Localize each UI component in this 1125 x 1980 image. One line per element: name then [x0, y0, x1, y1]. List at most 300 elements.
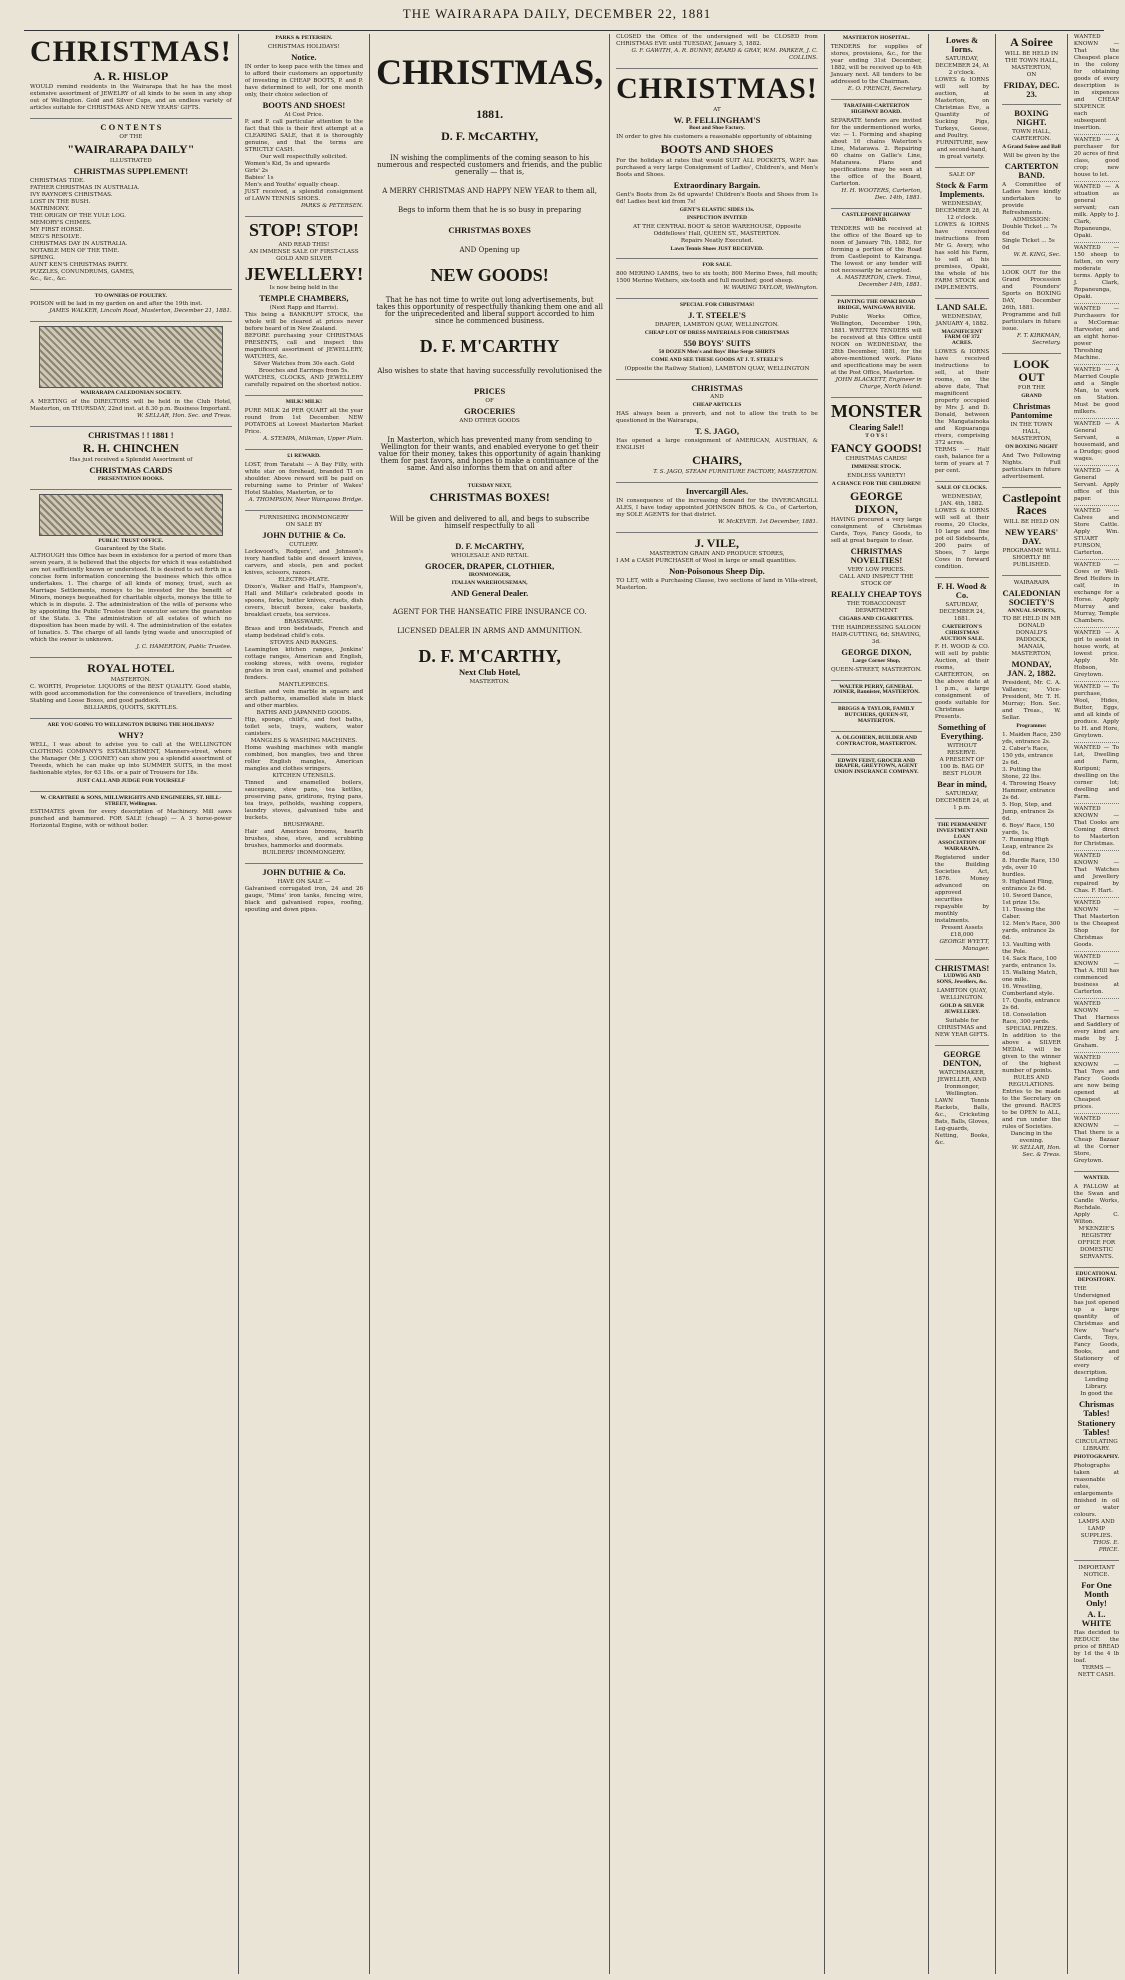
dixon-name: GEORGE DIXON,: [850, 489, 903, 516]
grand-soiree: A Grand Soiree and Ball: [1002, 144, 1061, 151]
wanted-item: WANTED KNOWN — That Masterton is the Cheapest Shop for Christmas Goods.: [1073, 900, 1120, 948]
clocks-body: LOWES & IORNS will sell at their rooms, 20 Clocks, 10 large and fine pot oil Sideboards, 200 pairs of Shoes, 7 large Cows in forward condition.: [934, 508, 990, 571]
wanted-item: WANTED — A situation as general servant; can milk. Apply to J. Clark, Ropaneunga, Opaki.: [1073, 184, 1120, 239]
come-see: COME AND SEE THESE GOODS AT J. T. STEELE'S: [651, 356, 783, 363]
mccarthy-name-3: D. F. McCARTHY,: [455, 540, 524, 551]
woods-date: SATURDAY, DECEMBER 24, 1881.: [939, 601, 985, 622]
ales-title: Invercargill Ales.: [685, 485, 749, 496]
list-item: &c., &c., &c.: [30, 275, 67, 282]
king-signature: W. R. KING, Sec.: [1013, 251, 1061, 258]
list-item: LOST IN THE BUSH.: [30, 198, 91, 205]
stoves-body: Leamington kitchen ranges, Jenkins' cottage ranges, American and English, cooking stoves, with ovens, register grates in iron cast, enamel and polished fenders.: [244, 647, 364, 682]
important-notice: IMPORTANT NOTICE.: [1078, 1565, 1115, 1579]
of: OF: [485, 397, 494, 404]
gifts-line: Suitable for CHRISTMAS and NEW YEAR GIFTS.: [935, 1017, 990, 1038]
fancy-title: FANCY GOODS!: [830, 440, 922, 455]
list-item: Women's Kid, 5s and upwards: [244, 160, 330, 167]
list-item: 13. Vaulting with the Pole.: [1002, 942, 1051, 956]
jago-body-2: Has opened a large consignment of AMERICAN, AUSTRIAN, & ENGLISH: [616, 438, 818, 452]
caledonian-title: WAIRARAPA CALEDONIAN SOCIETY.: [80, 390, 182, 397]
investment-signature: GEORGE WYETT, Manager.: [939, 938, 990, 952]
chinchen-name: R. H. CHINCHEN: [82, 441, 179, 456]
list-item: IVY RAYNOR'S CHRISTMAS.: [30, 191, 113, 198]
sports-date: MONDAY, JAN. 2, 1882.: [1007, 659, 1056, 679]
cutlery-title: CUTLERY.: [289, 542, 319, 549]
jago-signature: T. S. JAGO, STEAM FURNITURE FACTORY, MASTERTON.: [653, 468, 818, 475]
wanted-item: WANTED KNOWN — That Toys and Fancy Goods are now being opened at Cheapest prices.: [1073, 1055, 1120, 1110]
notice-title: Notice.: [291, 51, 317, 62]
supplement-title: CHRISTMAS SUPPLEMENT!: [73, 165, 189, 176]
cards-title: CHRISTMAS CARDS!: [845, 456, 908, 463]
procession-notice: LOOK OUT for the Grand Procession and Founders' Sports on BOXING DAY, December 26th, 1881.: [1002, 269, 1061, 311]
programme-notice: PROGRAMME WILL SHORTLY BE PUBLISHED.: [1002, 547, 1061, 568]
hislop-name: A. R. HISLOP: [93, 68, 169, 83]
price-signature: THOS. E. PRICE.: [1092, 1540, 1120, 1554]
ludwig-address: LAMBTON QUAY, WELLINGTON.: [936, 988, 988, 1002]
carterton-hall: TOWN HALL, CARTERTON.: [1012, 129, 1051, 143]
special-prizes: SPECIAL PRIZES.: [1005, 1026, 1058, 1033]
column-1: [24, 34, 238, 1974]
list-item: 4. Throwing Heavy Hammer, entrance 2s 6d.: [1002, 781, 1057, 802]
list-item: 7. Running High Leap, entrance 2s 6d.: [1002, 837, 1054, 858]
lowes-title: Lowes & Iorns.: [945, 35, 979, 54]
gold-silver: GOLD & SILVER JEWELLERY.: [939, 1003, 985, 1016]
brush-title: BRUSHWARE.: [283, 822, 325, 829]
boxes-title: CHRISTMAS BOXES: [448, 224, 531, 235]
duthie-name: JOHN DUTHIE & Co.: [262, 530, 346, 541]
list-item: MATRIMONY.: [30, 205, 70, 212]
and-opening: AND Opening up: [459, 245, 520, 254]
reward-title: £1 REWARD.: [287, 453, 321, 460]
list-item: THE ORIGIN OF THE YULE LOG.: [30, 212, 126, 219]
and-general: AND General Dealer.: [450, 587, 529, 598]
poultry-signature: JAMES WALKER, Lincoln Road, Masterton, December 21, 1881.: [49, 308, 232, 315]
received-body: JUST received, a splendid consignment of LAWN TENNIS SHOES.: [244, 188, 364, 202]
mccarthy-name: D. F. McCARTHY,: [441, 129, 539, 144]
lowes-body: LOWES & IORNS will sell by auction, at Masterton, on Christmas Eve, a Quantity of Sucking Pigs, Turkeys, Geese, and Poultry.: [934, 76, 990, 139]
warehouse: AT THE CENTRAL BOOT & SHOE WAREHOUSE, Opposite Oddfellows' Hall, QUEEN ST., MASTERTON.: [632, 223, 802, 237]
denton-sub: WATCHMAKER, JEWELLER, AND Ironmonger, Wellington.: [937, 1069, 987, 1097]
list-item: Babies' 1s: [244, 174, 274, 181]
body-5: In Masterton, which has prevented many from sending to Wellington for their wants, and enabled everyone to get their value for their money, takes this opportunity of again thanking them for past favors, and hopes to make a continuance of the same. And also informs them that on and after: [378, 435, 601, 472]
registry: M'KENZIE'S REGISTRY OFFICE FOR DOMESTIC SERVANTS.: [1077, 1225, 1116, 1260]
without-reserve: WITHOUT RESERVE.: [946, 743, 978, 757]
column-8: [1067, 34, 1125, 1974]
new-years-day: NEW YEARS' DAY.: [1004, 526, 1059, 546]
masthead: THE WAIRARAPA DAILY, DECEMBER 22, 1881: [402, 6, 712, 21]
list-item: NOTABLE MEN OF THE TIME.: [30, 247, 120, 254]
cutlery-body: Lockwood's, Rodgers', and Johnson's ivory handled table and dessert knives, carvers, and steels, pen and pocket knives, scissors, razors.: [244, 549, 364, 577]
educational: EDUCATIONAL DEPOSITORY.: [1075, 1270, 1118, 1283]
steele-name: J. T. STEELE'S: [688, 310, 746, 321]
place: MASTERTON.: [469, 679, 510, 686]
clearing-title: Clearing Sale!!: [849, 421, 904, 432]
feist: EDWIN FEIST, GROCER AND DRAPER, GREYTOWN, AGENT UNION INSURANCE COMPANY.: [834, 757, 919, 776]
sheep-signature: W. WARING TAYLOR, Wellington.: [723, 285, 818, 292]
mangles-title: MANGLES & WASHING MACHINES.: [250, 738, 358, 745]
mccarthy-name-2: D. F. M'CARTHY: [419, 335, 560, 356]
illustrated-label: ILLUSTRATED: [109, 157, 152, 164]
carterton-band: CARTERTON BAND.: [1004, 161, 1059, 181]
tennis: Lawn Tennis Shoes JUST RECEIVED.: [670, 245, 764, 252]
brass-body: Brass and iron bedsteads, French and stamp bedstead child's cots.: [244, 626, 364, 640]
really-cheap: REALLY CHEAP TOYS: [831, 589, 922, 600]
groceries: GROCERIES: [464, 405, 516, 416]
annual-sports: ANNUAL SPORTS,: [1007, 607, 1056, 614]
list-item: Girls' 2s: [244, 167, 269, 174]
vile-name: J. VILE,: [694, 535, 740, 550]
tararua-signature: H. H. WOOTERS, Carterton, Dec. 14th, 1881.: [841, 187, 922, 201]
soiree-venue: WILL BE HELD IN THE TOWN HALL, MASTERTON,: [1004, 50, 1059, 71]
column-5: [824, 34, 928, 1974]
caledonian-society: CALEDONIAN SOCIETY'S: [1002, 587, 1061, 607]
trustee-subtitle: Guaranteed by the State.: [95, 546, 167, 553]
list-item: CHRISTMAS TIDE.: [30, 177, 85, 184]
list-item: 16. Wrestling, Cumberland style.: [1002, 984, 1055, 998]
bridge-signature: JOHN BLACKETT, Engineer in Charge, North Island.: [835, 377, 922, 391]
grand-label: GRAND: [1021, 393, 1042, 400]
new-goods: NEW GOODS!: [430, 264, 549, 285]
chinchen-body: Has just received a Splendid Assortment of: [69, 456, 193, 463]
list-item: 12. Men's Race, 300 yards, entrance 2s 6d.: [1002, 921, 1061, 942]
monster-title: MONSTER: [830, 401, 922, 422]
dancing: Dancing in the evening.: [1010, 1131, 1053, 1145]
steele-address: DRAPER, LAMBTON QUAY, WELLINGTON.: [655, 322, 779, 329]
christmas-word-2: CHRISTMAS!: [934, 962, 990, 973]
list-item: AUNT KEN'S CHRISTMAS PARTY.: [30, 261, 128, 268]
temple-body: This being a BANKRUPT STOCK, the whole will be cleared at prices never before heard of in New Zealand.: [244, 312, 364, 333]
stationery-tables: Stationery Tables!: [1077, 1418, 1116, 1438]
wanted-item: WANTED — 150 sheep to fatten, on very moderate terms. Apply to J. Clark, Ropaneunga, Opaki.: [1073, 245, 1120, 300]
list-item: MY FIRST HORSE.: [30, 226, 85, 233]
list-item: 10. Sword Dance, 1st prize 15s.: [1002, 893, 1053, 907]
boxing-night: BOXING NIGHT.: [1014, 108, 1049, 128]
body-3: That he has not time to write out long advertisements, but takes this opportunity of respectfully thanking them one and all for the unprecedented and liberal support accorded to him since he commenced business.: [376, 295, 603, 325]
educational-body: THE Undersigned has just opened up a large quantity of Christmas and New Year's Cards, Toys, Fancy Goods, Books, and Stationery of every description.: [1073, 1285, 1120, 1376]
price-list: [245, 161, 363, 189]
ironmonger: IRONMONGER,: [468, 571, 511, 578]
agent: AGENT FOR THE HANSEATIC FIRE INSURANCE CO.: [392, 608, 587, 617]
christmas-title: CHRISTMAS,: [376, 52, 604, 92]
and-word: AND: [710, 394, 724, 401]
stop-headline: STOP! STOP!: [248, 219, 359, 240]
poultry-body: POISON will be laid in my garden on and after the 19th inst.: [30, 301, 203, 308]
at-cost: At Cost Price.: [284, 111, 324, 118]
very-low: VERY LOW PRICES.: [847, 567, 906, 574]
look-out: LOOK OUT: [1013, 356, 1050, 384]
list-item: 15. Walking Match, one mile.: [1002, 970, 1058, 984]
ludwig-name: LUDWIG AND SONS, Jewellers, &c.: [936, 973, 988, 986]
white-name: A. L. WHITE: [1081, 1608, 1112, 1628]
list-item: 14. Sack Race, 100 yards, entrance 1s.: [1002, 956, 1057, 970]
list-item: Men's and Youths' equally cheap.: [244, 181, 340, 188]
toys-title: T O Y S !: [865, 432, 888, 439]
fell-body-2: For the holidays at rates that would SUIT ALL POCKETS, W.P.F. has purchased a very large Consignment of Ladies', Children's, and Men's Boots and Shoes.: [616, 157, 818, 178]
mantle-body: Sicilian and vein marble in square and arch patterns, enamelled slate in black and other marbles.: [244, 689, 364, 710]
brush-body: Hair and American brooms, hearth brushes, shoe, stove, and scrubbing brushes, hammocks and doormats.: [244, 829, 364, 850]
poultry-title: TO OWNERS OF POULTRY.: [94, 292, 167, 299]
list-item: CHRISTMAS DAY IN AUSTRALIA.: [30, 240, 128, 247]
for-the: FOR THE: [1017, 385, 1046, 392]
tuesday: TUESDAY NEXT,: [467, 482, 512, 489]
columns: [24, 34, 1120, 1974]
bargain-body: Gent's Boots from 2s 6d upwards! Children's Boots and Shoes from 1s 6d! Ladies best kid from 7s!: [616, 191, 818, 205]
magnificent: MAGNIFICENT FARM OF 372 ACRES.: [941, 328, 983, 347]
will-be-given: Will be given by the: [1003, 153, 1060, 160]
two-following: And Two Following Nights. Full particulars in future advertisement.: [1002, 452, 1061, 480]
wanted-item: WANTED — A Married Couple and a Single Man, to work on Station. Must be good milkers.: [1073, 367, 1120, 415]
paper-name: "WAIRARAPA DAILY": [67, 142, 195, 157]
list-item: 17. Quoits, entrance 2s 6d.: [1002, 998, 1061, 1012]
factory: Boot and Shoe Factory.: [689, 125, 745, 132]
wanted-item: WANTED — A General Servant, a housemaid, and a Drudge; good wages.: [1073, 421, 1120, 462]
list-item: SPRING.: [30, 254, 55, 261]
column-2: [238, 34, 369, 1974]
christmas-word: CHRISTMAS: [691, 382, 743, 393]
wanted-item: WANTED KNOWN — That Watches and Jewellery repaired by Chas. F. Hart.: [1073, 853, 1120, 894]
castlepoint-signature: A. MASTERTON, Clerk. Tinui, December 14th, 1881.: [837, 275, 922, 289]
immense-stock: IMMENSE STOCK.: [851, 464, 902, 471]
repairs: Repairs Neatly Executed.: [680, 237, 754, 244]
kirkman-signature: F. T. KIRKMAN, Secretary.: [1016, 332, 1061, 346]
wanted-item: WANTED KNOWN — That there is a Cheap Bazaar at the Corner Store, Greytown.: [1073, 1116, 1120, 1164]
bridge-title: PAINTING THE OPAKI ROAD BRIDGE, WAINGAWA RIVER.: [837, 299, 916, 312]
trustee-body: ALTHOUGH this Office has been in existence for a period of more than seven years, it is believed that the objects for which it was established are not sufficiently known or understood. It is desired to set forth in a concise form information concerning the business which this office undertakes. 1. The charge of all kinds of money, trust, such as Marriage Settlements, moneys to be invested for the benefit of Minors, moneys bequeathed for charitable objects, moneys the title to which is in dispute. 2. The administration of the wills of persons who by appointing the Public Trustee their executor secure the guarantee of the State. 3. The administration of all estates of which no disposition has been made by will. 4. The administration of the estates of lunatics. 5. The charge of all lands lying waste and unoccupied of which the owner is unknown.: [30, 553, 232, 644]
body-2: Begs to inform them that he is so busy in preparing: [397, 205, 582, 214]
mangles-body: Home washing machines with mangle combined, box mangles, two and three roller English mangles, American mangles and clothes wringers.: [244, 745, 364, 773]
wanted-item: WANTED KNOWN — That A. Hill has commenced business at Carterton.: [1073, 954, 1120, 995]
wanted-item: WANTED — A General Servant. Apply office of this paper.: [1073, 468, 1120, 502]
boxes-title-2: CHRISTMAS BOXES!: [429, 490, 550, 505]
mind-date: SATURDAY, DECEMBER 24, at 1 p.m.: [935, 791, 989, 812]
circulating: CIRCULATING LIBRARY.: [1075, 1439, 1118, 1453]
bridge-body: Public Works Office, Wellington, December 19th, 1881. WRITTEN TENDERS will be received at this Office until NOON on WEDNESDAY, the 28th December, 1881, for the above-mentioned work. Plans and specifications may be seen at the Post Office, Masterton.: [830, 314, 922, 377]
milk-signature: A. STEMPA, Milkman, Upper Plain.: [263, 436, 364, 443]
fell-body-1: IN order to give his customers a reasonable opportunity of obtaining: [616, 134, 812, 141]
have-sale: HAVE ON SALE —: [277, 878, 331, 885]
boots-shoes: BOOTS AND SHOES: [660, 142, 774, 157]
baths-body: Hip, sponge, child's, and foot baths, toilet sets, trays, waiters, water canisters.: [244, 717, 364, 738]
ales-signature: W. McKEVER. 1st December, 1881.: [717, 518, 818, 525]
sale-title: FOR SALE.: [702, 262, 732, 269]
builders-title: BUILDERS' IRONMONGERY.: [262, 850, 346, 857]
list-item: 3. Putting the Stone, 22 lbs.: [1002, 767, 1042, 781]
brass-title: BRASSWARE.: [284, 619, 324, 626]
in-good: In good the: [1080, 1390, 1113, 1397]
why-body: WELL, I was about to advise you to call at the WELLINGTON CLOTHING COMPANY'S ESTABLISHMENT, Manners-street, where the Manager (Mr. J. COONEY) can show you a splendid assortment of Tweeds, which he can make up into SUMMER SUITS, in the most fashionable styles, for 63 18s. or a pair of Trousers for 18s.: [30, 741, 232, 776]
wanted-item: WANTED — A purchaser for 20 acres of first class, good crop; new house to let.: [1073, 137, 1120, 178]
wanted-title: WANTED.: [1083, 1175, 1110, 1181]
land-body: LOWES & IORNS have received instructions to sell, at their rooms, on the above date, That magnificent property occupied by Mrs J. and D. Donald, between the Mangatainoka and Kopuaranga rivers, comprising 372 acres.: [934, 349, 990, 447]
lowes-date: SATURDAY, DECEMBER 24, At 2 o'clock.: [935, 55, 989, 76]
queen-st: QUEEN-STREET, MASTERTON.: [830, 666, 922, 673]
milk-title: MILK! MILK!: [285, 399, 322, 406]
duthie-name-2: JOHN DUTHIE & Co.: [262, 867, 346, 878]
sheep-dip: Non-Poisonous Sheep Dip.: [669, 566, 765, 577]
soiree-title: A Soiree: [1010, 35, 1053, 49]
caledonian-body: A MEETING of the DIRECTORS will be held in the Club Hotel, Masterton, on THURSDAY, 22nd inst. at 8.30 p.m. Business Important.: [30, 399, 232, 413]
sports-paddock: TO BE HELD IN MR DONALD DONALD'S PADDOCK, MANAIA, MASTERTON,: [1002, 616, 1061, 658]
watches-line: WATCHES, CLOCKS, AND JEWELLERY carefully repaired on the shortest notice.: [244, 375, 364, 389]
something: Something of Everything.: [938, 722, 986, 742]
patrons: President, Mr. C. A. Vallance; Vice-President, Mr. T. H. Murray; Hon. Sec. and Treas., W. Sellar.: [1002, 680, 1061, 722]
wholesale: WHOLESALE AND RETAIL: [450, 552, 529, 559]
list-item: MEG'S RESOLVE.: [30, 233, 82, 240]
thistle-illustration: [39, 326, 223, 388]
wanted-item: WANTED KNOWN — That Cooks are Coming direct to Masterton for Christmas.: [1073, 806, 1120, 847]
trustee-signature: J. C. HAMERTON, Public Trustee.: [136, 644, 232, 651]
tararua-body: SEPARATE tenders are invited for the undermentioned works, viz: — 1. Forming and shaping about 16 chains Waterton's Line, Matarawa. 2. Repairing 60 chains on Gallie's Line, Matarawa. Plans and specifications may be seen at the office of the Board, Carterton.: [830, 117, 922, 187]
jewellery-headline: JEWELLERY!: [244, 263, 364, 284]
wanted-body: A FALLOW at the Swan and Candle Works, Rochdale. Apply C. Wilton.: [1073, 1183, 1120, 1225]
boxing-night-2: ON BOXING NIGHT: [1005, 443, 1058, 450]
cigars: CIGARS AND CIGARETTES.: [839, 615, 914, 622]
investment-title: THE PERMANENT INVESTMENT AND LOAN ASSOCIATION OF WAIRARAPA.: [936, 822, 988, 852]
body-6: Will be given and delivered to all, and begs to subscribe himself respectfully to all: [389, 514, 590, 530]
endless-variety: ENDLESS VARIETY!: [847, 473, 906, 480]
column-4: [609, 34, 824, 1974]
hair: THE HAIRDRESSING SALOON: [831, 624, 921, 631]
bargain-title: Extraordinary Bargain.: [673, 179, 761, 190]
year: 1881.: [476, 106, 504, 121]
list-item: 9. Highland Fling, entrance 2s 6d.: [1002, 879, 1054, 893]
list-item: PUZZLES, CONUNDRUMS, GAMES,: [30, 268, 135, 275]
wanted-item: WANTED — A girl to assist in house work, at lowest price. Apply Mr. Hobson, Greytown.: [1073, 630, 1120, 678]
stock-sale-of: SALE OF: [949, 171, 975, 178]
hair-body: HAIR-CUTTING, 6d; SHAVING, 3d.: [831, 631, 921, 645]
sale-body: Galvanised corrugated iron, 24 and 26 gauge, 'Mims' iron tanks, fencing wire, black and galvanised ropes, roofing, spouting and down pipes.: [244, 885, 364, 913]
plate-title: ELECTRO-PLATE.: [278, 577, 330, 584]
jago-name: T. S. JAGO,: [694, 426, 739, 437]
supplied-line: Our well respectfully solicited.: [260, 153, 348, 160]
stock-title: Stock & Farm Implements.: [936, 179, 988, 199]
programme-title: Programme:: [1016, 723, 1047, 730]
tobacco: THE TOBACCONIST DEPARTMENT: [846, 600, 906, 614]
club: Next Club Hotel,: [459, 667, 521, 678]
firm-name: PARKS & PETERSEN.: [275, 35, 333, 41]
soiree-date: FRIDAY, DEC. 23.: [1003, 79, 1060, 99]
elastic: GENT'S ELASTIC SIDES 13s.: [679, 206, 755, 213]
boys-suits: 550 BOYS' SUITS: [683, 337, 751, 348]
hospital-signature: E. O. FRENCH, Secretary.: [847, 85, 922, 92]
list-item: 2. Caber's Race, 150 yds, entrance 2s 6d.: [1002, 746, 1054, 767]
royal-hotel-place: MASTERTON.: [110, 677, 151, 683]
double-ticket: Double Ticket ... 7s 6d: [1002, 223, 1058, 237]
wairarapa: WAIRARAPA: [1013, 579, 1050, 586]
notice-body: IN order to keep pace with the times and to afford their customers an opportunity of investing in CHEAP BOOTS, P. and P. have determined to sell, for one month only, their choice selection of: [244, 63, 364, 98]
on-sale-by: ON SALE BY: [285, 522, 323, 529]
races-held: WILL BE HELD ON: [1003, 518, 1060, 525]
billiards-line: BILLIARDS, QUOITS, SKITTLES.: [83, 705, 178, 711]
special-body: In addition to the above a SILVER MEDAL will be given to the winner of the highest number of points.: [1002, 1033, 1061, 1075]
stoves-title: STOVES AND RANGES.: [269, 640, 338, 647]
hislop-body: WOULD remind residents in the Wairarapa that he has the most extensive assortment of JEWELRY of all kinds to be seen in any shop out of Wellington. Gold and Silver Cups, and an endless variety of articles suitable for CHRISTMAS AND NEW YEARS' GIFTS.: [30, 84, 232, 112]
chairs: CHAIRS,: [692, 453, 742, 468]
opposite: (Opposite the Railway Station), LAMBTON QUAY, WELLINGTON: [624, 365, 810, 372]
italian: ITALIAN WAREHOUSEMAN,: [451, 579, 528, 586]
one-month: For One Month Only!: [1081, 1580, 1112, 1608]
list-item: FATHER CHRISTMAS IN AUSTRALIA.: [30, 184, 140, 191]
cheap-articles: CHEAP ARTICLES: [692, 402, 742, 409]
immense-sale: AN IMMENSE SALE OF FIRST-CLASS GOLD AND SILVER: [249, 248, 359, 262]
call-inspect: CALL AND INSPECT THE STOCK OF: [839, 574, 914, 588]
wanted-item: WANTED — To purchase, Wool, Hides, Butter, Eggs, and all kinds of produce. Apply to H. and Hore, Greytown.: [1073, 684, 1120, 739]
holidays-title: CHRISTMAS HOLIDAYS!: [267, 43, 340, 50]
dixon-body: HAVING procured a very large consignment of Christmas Cards, Toys, Fancy Goods, to sell at great bargain to clear.: [830, 517, 922, 545]
received-signature: PARKS & PETERSEN.: [300, 202, 364, 209]
olsen: A. OLGOHERN, BUILDER AND CONTRACTOR, MASTERTON.: [835, 734, 917, 747]
trustee-title: PUBLIC TRUST OFFICE.: [98, 537, 164, 544]
procession-notice-2: Programme and full particulars in future issue.: [1002, 311, 1061, 332]
list-item: 8. Hurdle Race, 150 yds, over 10 hurdles.: [1002, 858, 1060, 879]
soiree-on: ON: [1026, 71, 1037, 78]
lending: Lending Library.: [1084, 1376, 1109, 1390]
stock-date: WEDNESDAY, DECEMBER 28, At 12 o'clock.: [935, 200, 989, 221]
kitchen-body: Tinned and enamelled boilers, saucepans, stew pans, tea kettles, preserving pans, gridirons, frying pans, tea trays, potholds, washing coppers, laundry stoves, galvanised tubs and buckets.: [244, 780, 364, 822]
refreshments: A Committee of Ladies have kindly undertaken to provide Refreshments.: [1002, 181, 1061, 216]
christmas-headline: CHRISTMAS!: [30, 35, 232, 68]
mccarthy-name-4: D. F. M'CARTHY,: [418, 646, 561, 667]
wanted-item: WANTED KNOWN — That Harness and Saddlery of every kind are made by J. Graham.: [1073, 1001, 1120, 1049]
clocks-title: SALE OF CLOCKS.: [937, 485, 988, 492]
wanted-item: WANTED — Cows or Well-Bred Heifers in calf, in exchange for a Horse. Apply Murray and Murray, Temple Chambers.: [1073, 562, 1120, 624]
wanted-item: WANTED KNOWN — That the Cheapest place in the colony for obtaining goods of every description is in sixpences and CHEAP SIXPENCE each subsequent insertion.: [1073, 34, 1120, 131]
list-item: 6. Boys' Race, 150 yards, 1s.: [1002, 823, 1055, 837]
notice-body-2: P. and P. call particular attention to the fact that this is their first attempt at a CLEARING SALE, that it is thoroughly genuine, and that the terms are STRICTLY CASH.: [244, 118, 364, 153]
dip-body: TO LET, with a Purchasing Clause, two sections of land in Villa-street, Masterton.: [616, 578, 818, 592]
wanted-item: WANTED — Purchasers for a McCormac Harvester, and an eight horse-power Threshing Machine.: [1073, 306, 1120, 361]
reward-signature: A. THOMPSON, Near Waingawa Bridge.: [248, 497, 364, 504]
investment-body: Registered under the Building Societies Act, 1876. Money advanced on approved securities repayable by monthly instalments.: [934, 854, 990, 924]
bear-in-mind: Bear in mind,: [937, 779, 987, 790]
just-call: JUST CALL AND JUDGE FOR YOURSELF: [76, 777, 186, 784]
invited: INSPECTION INVITED: [686, 214, 748, 221]
photo-body: Photographs taken at reasonable rates, enlargements finished in oil or water colours.: [1073, 1463, 1120, 1519]
perry: WALTER PERRY, GENERAL JOINER, Bannister, MASTERTON.: [833, 683, 920, 696]
carterton-body: F. H. WOOD & CO. will sell by public Auction, at their rooms, CARTERTON, on the above date at 1 p.m., a large consignment of goods suitable for Christmas Presents.: [934, 644, 990, 721]
presentation-books: PRESENTATION BOOKS.: [97, 475, 164, 482]
christmas-headline-2: CHRISTMAS!: [616, 72, 818, 105]
corner-shop: Large Corner Shop,: [852, 657, 901, 664]
vile-body: I AM a CASH PURCHASER of Wool in large or small quantities.: [616, 558, 797, 565]
reward-body: LOST, from Taratahi — A Bay Filly, with white star on forehead, branded TI on shoulder. Above reward will be paid on returning same to Printer of Wakes' Hotel Stables, Masterton, or to: [244, 462, 364, 497]
castlepoint-title: CASTLEPOINT HIGHWAY BOARD.: [841, 211, 911, 224]
denton-name: GEORGE DENTON,: [942, 1048, 982, 1068]
silver-line: Silver Watches from 30s each. Gold Brooches and Earrings from 5s.: [253, 361, 355, 375]
furnishing-title: FURNISHING IRONMONGERY: [259, 515, 349, 522]
rules-title: RULES AND REGULATIONS.: [1008, 1075, 1055, 1089]
column-6: [928, 34, 995, 1974]
carterton-sale: CARTERTON'S CHRISTMAS AUCTION SALE.: [940, 623, 984, 642]
read-this: AND READ THIS!: [278, 241, 330, 248]
fellingham-name: W. P. FELLINGHAM'S: [673, 114, 761, 125]
novelties: CHRISTMAS NOVELTIES!: [850, 546, 903, 566]
woods-title: F. H. Wood & Co.: [937, 581, 987, 600]
castlepoint-races: Castlepoint Races: [1002, 490, 1061, 518]
lamps: LAMPS AND LAMP SUPPLIES.: [1078, 1519, 1115, 1540]
baths-title: BATHS AND JAPANNED GOODS.: [256, 710, 352, 717]
investment-figures: Present Assets £18,000: [941, 924, 983, 938]
masthead-rule: [24, 30, 1104, 31]
christmas-cards: CHRISTMAS CARDS: [89, 464, 173, 475]
contents-of: OF THE: [119, 134, 143, 141]
contents-list: [30, 178, 232, 283]
list-item: 11. Tossing the Caber.: [1002, 907, 1046, 921]
dixon-name-2: GEORGE DIXON,: [841, 646, 912, 657]
temple-intro: Is now being held in the: [269, 285, 339, 292]
column-7: [995, 34, 1067, 1974]
close-notice: CLOSED the Office of the undersigned will be CLOSED from CHRISTMAS EVE until TUESDAY, January 3, 1882.: [616, 34, 818, 47]
